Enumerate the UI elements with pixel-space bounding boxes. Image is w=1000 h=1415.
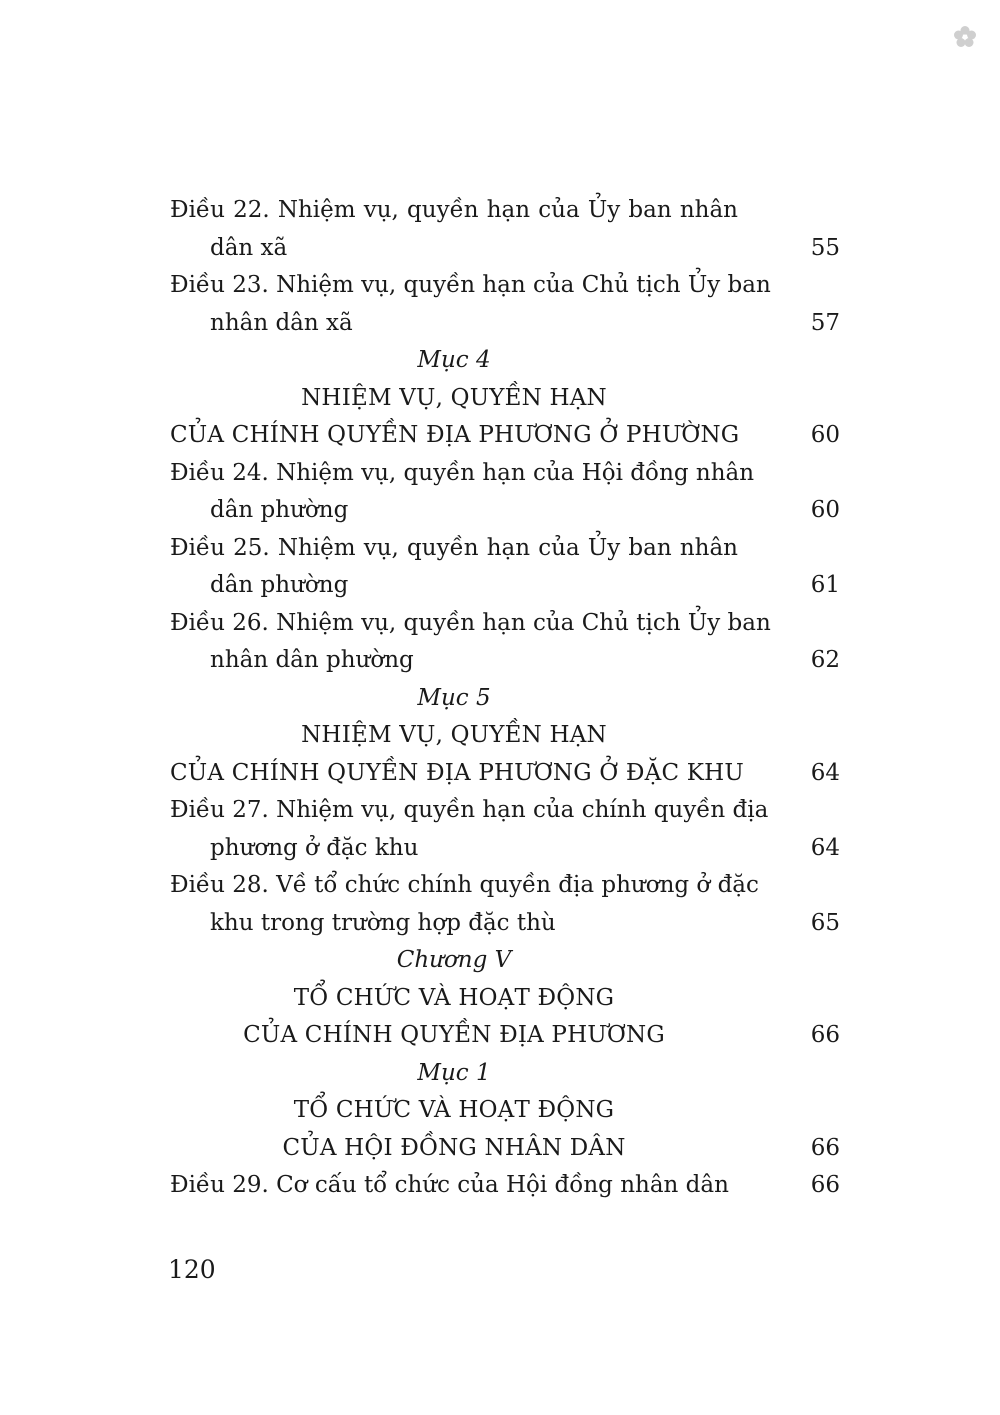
section-label-muc-4 — [170, 342, 840, 380]
toc-entry-dieu-27-cont[interactable] — [170, 830, 840, 868]
toc-entry-title: Điều 27. Nhiệm vụ, quyền hạn của chính quyền địa — [170, 797, 769, 823]
toc-page-number: 57 — [810, 309, 840, 336]
chapter-heading-chuong-v-cont[interactable] — [170, 1017, 840, 1055]
toc-entry-title: dân phường — [210, 572, 349, 598]
section-heading-muc-5-cont[interactable] — [170, 755, 840, 793]
toc-entry-dieu-22-cont[interactable] — [170, 230, 840, 268]
toc-page-number: 66 — [810, 1172, 840, 1198]
section-heading: NHIỆM VỤ, QUYỀN HẠN — [301, 384, 607, 411]
chapter-heading: CỦA CHÍNH QUYỀN ĐỊA PHƯƠNG — [243, 1022, 665, 1048]
toc-page-number: 60 — [810, 422, 840, 448]
section-label: Mục 5 — [417, 684, 491, 711]
flower-icon — [952, 24, 978, 50]
toc-entry-title: Điều 28. Về tổ chức chính quyền địa phương ở đặc — [170, 872, 759, 898]
toc-entry-dieu-28-cont[interactable] — [170, 905, 840, 943]
toc-entry-dieu-26[interactable] — [170, 605, 840, 643]
toc-entry-dieu-22[interactable] — [170, 192, 840, 230]
toc-entry-dieu-27[interactable] — [170, 792, 840, 830]
toc-page-number: 55 — [810, 234, 840, 261]
toc-entry-dieu-28[interactable] — [170, 867, 840, 905]
toc-entry-title: Điều 22. Nhiệm vụ, quyền hạn của Ủy ban nhân — [170, 197, 738, 223]
toc-entry-dieu-29[interactable] — [170, 1167, 840, 1205]
toc-page-number: 64 — [810, 759, 840, 786]
section-heading: CỦA CHÍNH QUYỀN ĐỊA PHƯƠNG Ở PHƯỜNG — [170, 422, 740, 448]
section-heading-muc-1-cont[interactable] — [170, 1130, 840, 1168]
toc-entry-title: dân phường — [210, 497, 349, 523]
page-number: 120 — [168, 1255, 216, 1284]
toc-entry-title: Điều 29. Cơ cấu tổ chức của Hội đồng nhân dân — [170, 1172, 729, 1198]
toc-page-number: 66 — [810, 1022, 840, 1048]
toc-entry-title: khu trong trường hợp đặc thù — [210, 909, 556, 936]
section-heading: TỔ CHỨC VÀ HOẠT ĐỘNG — [293, 1097, 615, 1123]
section-label: Mục 1 — [417, 1059, 491, 1086]
chapter-label-chuong-v — [170, 942, 840, 980]
toc-entry-title: dân xã — [210, 234, 288, 261]
toc-entry-dieu-23-cont[interactable] — [170, 305, 840, 343]
toc-page-number: 61 — [810, 572, 840, 598]
section-label: Mục 4 — [417, 347, 491, 373]
toc-entry-title: phương ở đặc khu — [210, 834, 419, 861]
toc-entry-dieu-25-cont[interactable] — [170, 567, 840, 605]
toc-entry-title: Điều 26. Nhiệm vụ, quyền hạn của Chủ tịch Ủy ban — [170, 609, 771, 636]
chapter-heading-chuong-v — [170, 980, 840, 1018]
toc-page-number: 66 — [810, 1134, 840, 1161]
toc-page-number: 62 — [810, 647, 840, 673]
table-of-contents — [170, 192, 840, 1205]
toc-entry-title: nhân dân xã — [210, 309, 353, 336]
section-heading-muc-4-cont[interactable] — [170, 417, 840, 455]
toc-entry-dieu-25[interactable] — [170, 530, 840, 568]
toc-entry-title: Điều 23. Nhiệm vụ, quyền hạn của Chủ tịch Ủy ban — [170, 272, 771, 298]
toc-entry-title: nhân dân phường — [210, 647, 414, 673]
chapter-heading: TỔ CHỨC VÀ HOẠT ĐỘNG — [293, 984, 615, 1011]
section-heading: NHIỆM VỤ, QUYỀN HẠN — [301, 722, 607, 748]
toc-page-number: 65 — [810, 909, 840, 936]
toc-page-number: 64 — [810, 834, 840, 861]
toc-entry-title: Điều 24. Nhiệm vụ, quyền hạn của Hội đồng nhân — [170, 459, 755, 486]
section-label-muc-5 — [170, 680, 840, 718]
section-heading-muc-5 — [170, 717, 840, 755]
toc-entry-title: Điều 25. Nhiệm vụ, quyền hạn của Ủy ban nhân — [170, 534, 738, 561]
chapter-label: Chương V — [396, 947, 512, 973]
toc-entry-dieu-24-cont[interactable] — [170, 492, 840, 530]
section-label-muc-1 — [170, 1055, 840, 1093]
section-heading-muc-1 — [170, 1092, 840, 1130]
section-heading: CỦA HỘI ĐỒNG NHÂN DÂN — [282, 1134, 626, 1161]
section-heading-muc-4 — [170, 380, 840, 418]
toc-entry-dieu-26-cont[interactable] — [170, 642, 840, 680]
toc-page-number: 60 — [810, 497, 840, 523]
section-heading: CỦA CHÍNH QUYỀN ĐỊA PHƯƠNG Ở ĐẶC KHU — [170, 759, 745, 786]
toc-entry-dieu-24[interactable] — [170, 455, 840, 493]
toc-entry-dieu-23[interactable] — [170, 267, 840, 305]
